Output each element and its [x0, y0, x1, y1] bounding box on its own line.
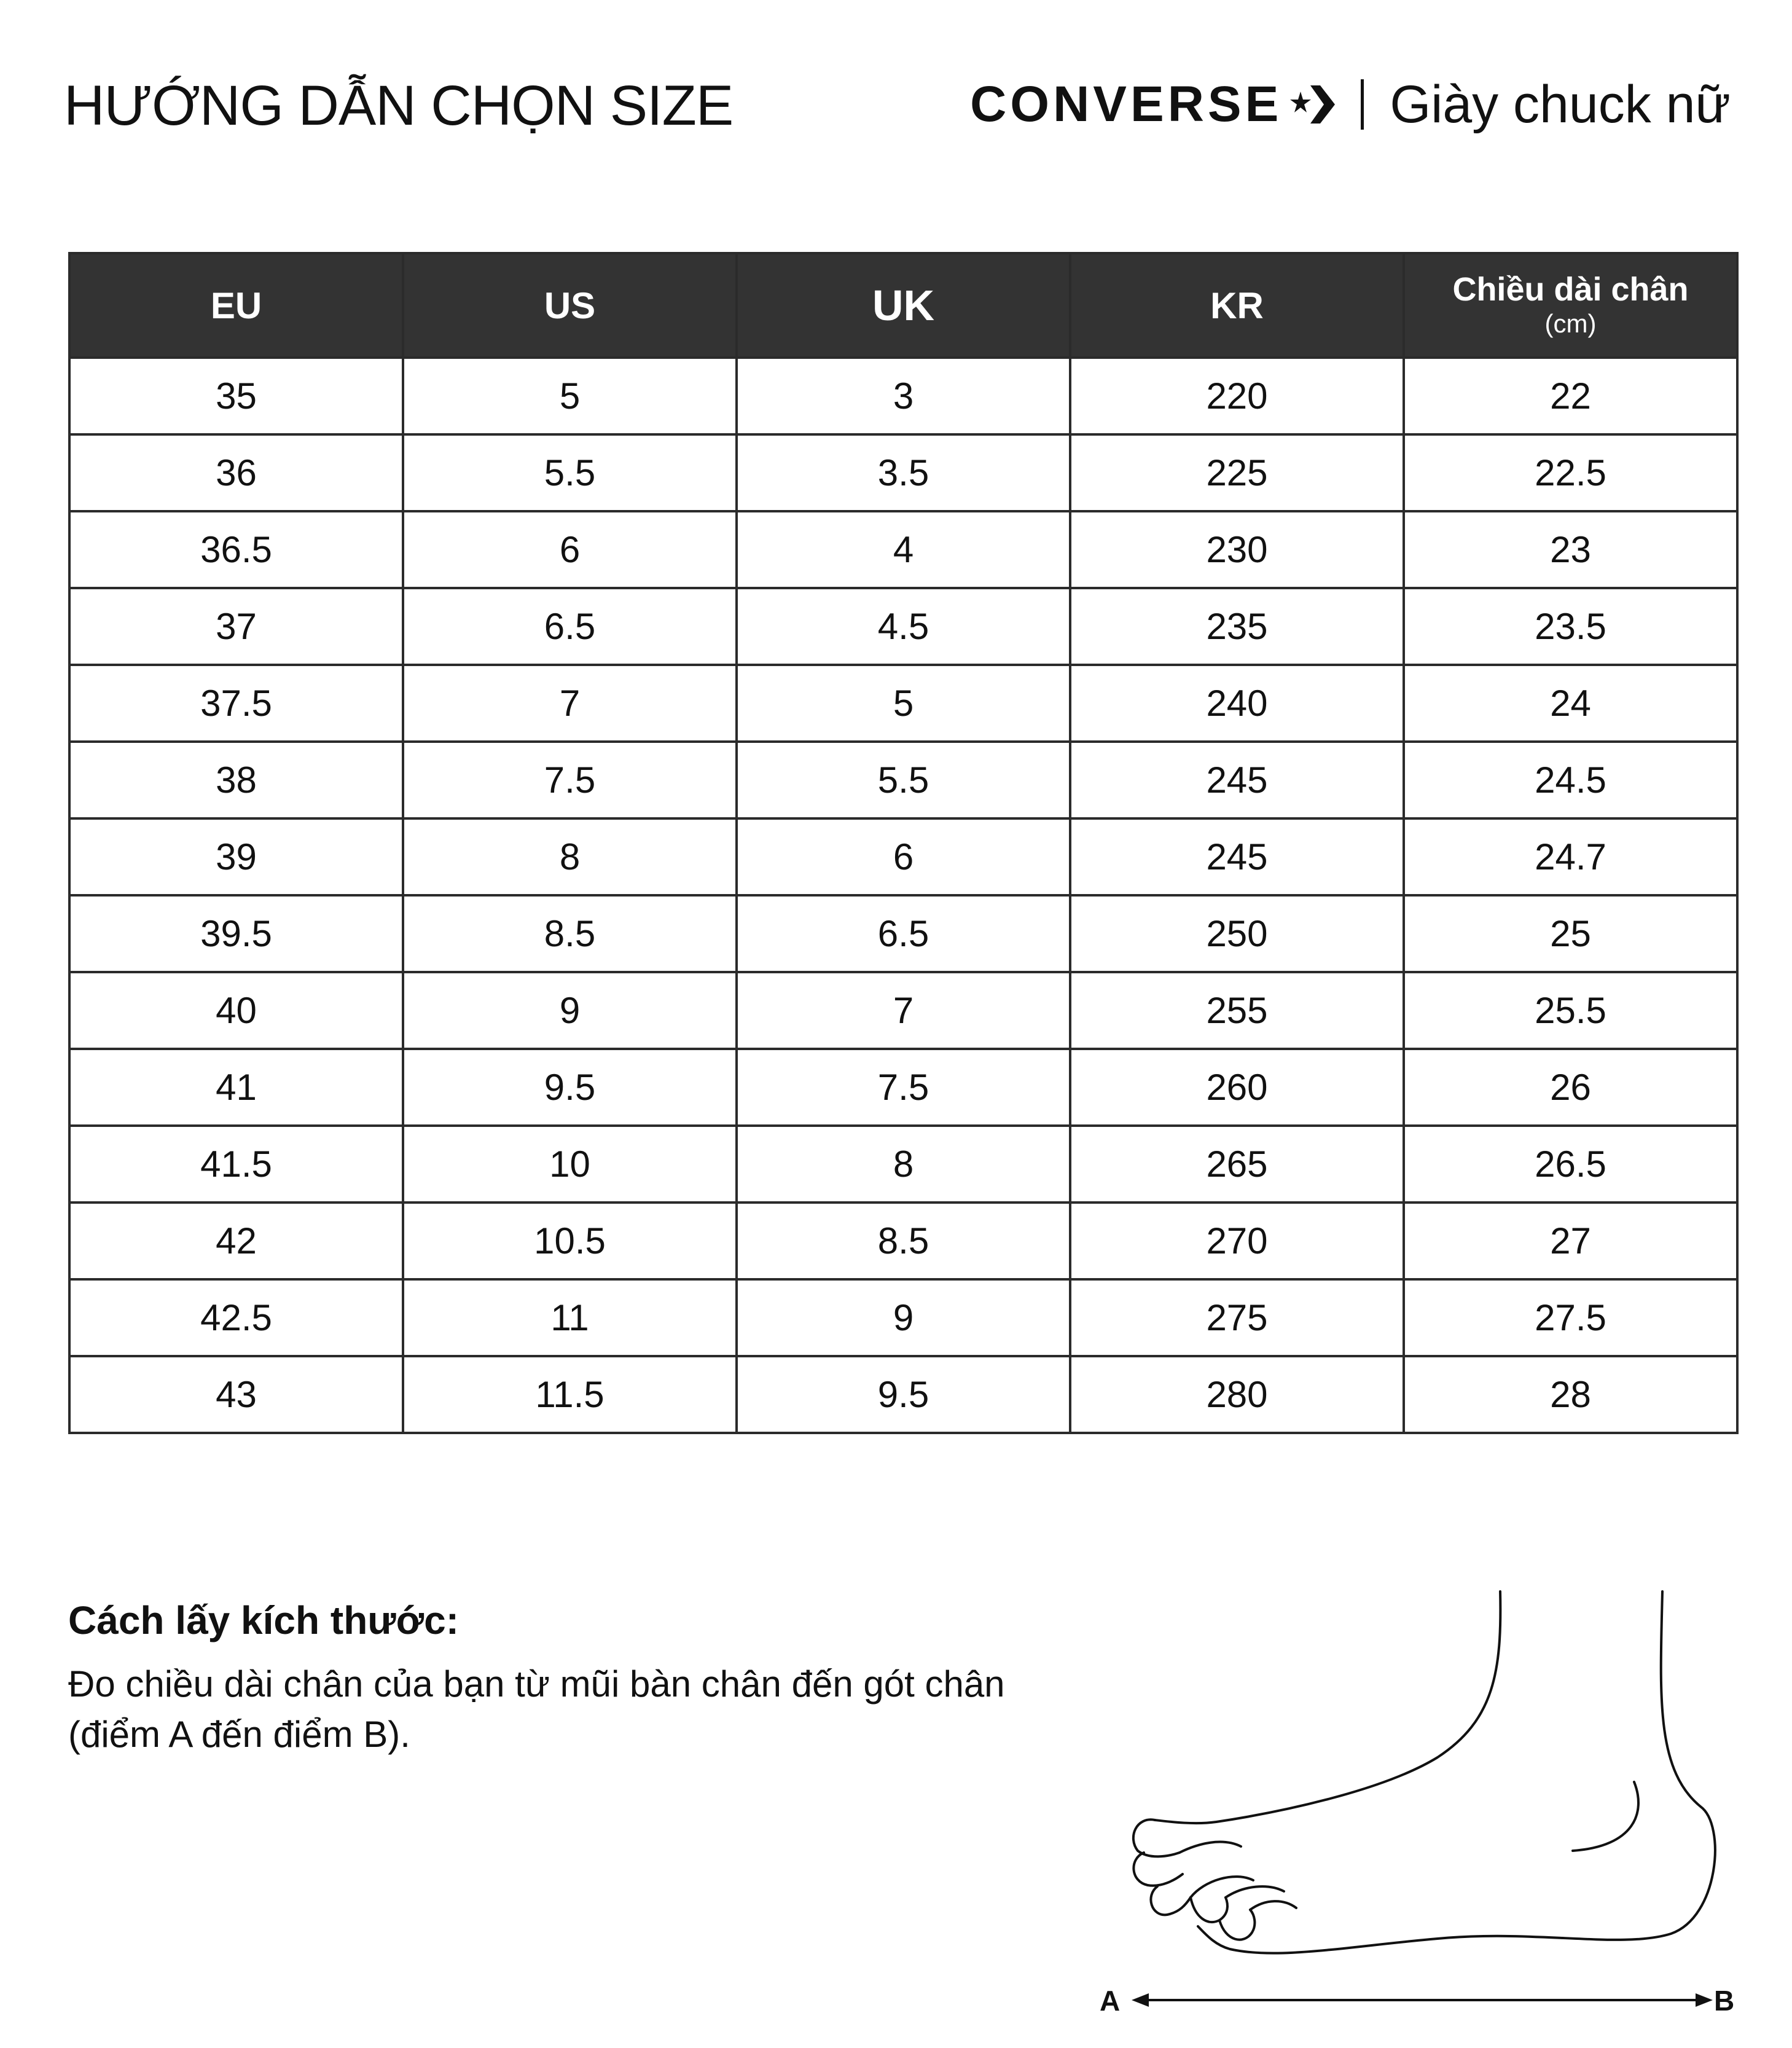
- cell-uk: 8.5: [737, 1203, 1070, 1279]
- table-row: [69, 665, 1737, 742]
- cell-kr: 245: [1070, 742, 1404, 818]
- col-header-length-main: Chiều dài chân: [1452, 271, 1689, 308]
- cell-us: 6.5: [403, 588, 737, 665]
- cell-eu: 35: [69, 358, 403, 434]
- cell-length: 22: [1404, 358, 1737, 434]
- cell-eu: 41.5: [69, 1126, 403, 1203]
- cell-length: 24.7: [1404, 818, 1737, 895]
- point-b-label: B: [1714, 1985, 1735, 2017]
- cell-kr: 220: [1070, 358, 1404, 434]
- cell-us: 9.5: [403, 1049, 737, 1126]
- table-row: [69, 742, 1737, 818]
- table-row: [69, 1356, 1737, 1433]
- cell-eu: 37: [69, 588, 403, 665]
- cell-kr: 245: [1070, 818, 1404, 895]
- table-header-row: [69, 253, 1737, 358]
- cell-uk: 7.5: [737, 1049, 1070, 1126]
- cell-length: 23: [1404, 511, 1737, 588]
- cell-uk: 3: [737, 358, 1070, 434]
- cell-eu: 42: [69, 1203, 403, 1279]
- cell-eu: 39: [69, 818, 403, 895]
- cell-kr: 280: [1070, 1356, 1404, 1433]
- cell-uk: 6.5: [737, 895, 1070, 972]
- cell-uk: 4: [737, 511, 1070, 588]
- arrow-right-icon: [1696, 1993, 1713, 2007]
- cell-eu: 43: [69, 1356, 403, 1433]
- col-header-us: US: [403, 253, 737, 358]
- cell-us: 5: [403, 358, 737, 434]
- page-title: HƯỚNG DẪN CHỌN SIZE: [64, 74, 734, 137]
- cell-uk: 6: [737, 818, 1070, 895]
- cell-uk: 7: [737, 972, 1070, 1049]
- howto-text: [68, 1659, 1113, 1760]
- cell-kr: 265: [1070, 1126, 1404, 1203]
- cell-us: 11.5: [403, 1356, 737, 1433]
- cell-length: 27.5: [1404, 1279, 1737, 1356]
- howto-line-2: (điểm A đến điểm B).: [68, 1714, 410, 1755]
- howto-line-1: Đo chiều dài chân của bạn từ mũi bàn chân đến gót chân: [68, 1663, 1005, 1705]
- cell-kr: 235: [1070, 588, 1404, 665]
- cell-kr: 260: [1070, 1049, 1404, 1126]
- table-row: [69, 1049, 1737, 1126]
- cell-length: 26.5: [1404, 1126, 1737, 1203]
- cell-us: 11: [403, 1279, 737, 1356]
- size-table: [68, 252, 1739, 1434]
- cell-eu: 39.5: [69, 895, 403, 972]
- cell-kr: 225: [1070, 434, 1404, 511]
- cell-uk: 5.5: [737, 742, 1070, 818]
- cell-kr: 270: [1070, 1203, 1404, 1279]
- col-header-uk: UK: [737, 253, 1070, 358]
- cell-length: 24.5: [1404, 742, 1737, 818]
- cell-eu: 36: [69, 434, 403, 511]
- cell-eu: 38: [69, 742, 403, 818]
- cell-kr: 250: [1070, 895, 1404, 972]
- table-row: [69, 818, 1737, 895]
- cell-eu: 37.5: [69, 665, 403, 742]
- cell-us: 10: [403, 1126, 737, 1203]
- brand-header: [970, 71, 1731, 138]
- table-row: [69, 1279, 1737, 1356]
- cell-length: 25: [1404, 895, 1737, 972]
- cell-length: 26: [1404, 1049, 1737, 1126]
- cell-us: 7: [403, 665, 737, 742]
- brand-wordmark: CONVERSE: [970, 76, 1283, 132]
- cell-us: 9: [403, 972, 737, 1049]
- howto-title: Cách lấy kích thước:: [68, 1598, 460, 1642]
- cell-length: 24: [1404, 665, 1737, 742]
- table-row: [69, 358, 1737, 434]
- cell-eu: 40: [69, 972, 403, 1049]
- cell-us: 8.5: [403, 895, 737, 972]
- table-row: [69, 588, 1737, 665]
- cell-uk: 8: [737, 1126, 1070, 1203]
- cell-uk: 9.5: [737, 1356, 1070, 1433]
- arrow-left-icon: [1132, 1993, 1149, 2007]
- cell-us: 10.5: [403, 1203, 737, 1279]
- cell-eu: 42.5: [69, 1279, 403, 1356]
- foot-outline-icon: [1094, 1573, 1757, 2040]
- cell-length: 25.5: [1404, 972, 1737, 1049]
- cell-eu: 41: [69, 1049, 403, 1126]
- converse-logo: [970, 76, 1336, 133]
- table-row: [69, 511, 1737, 588]
- cell-us: 8: [403, 818, 737, 895]
- cell-length: 28: [1404, 1356, 1737, 1433]
- cell-kr: 275: [1070, 1279, 1404, 1356]
- table-row: [69, 434, 1737, 511]
- brand-subtitle: Giày chuck nữ: [1390, 74, 1731, 134]
- cell-kr: 255: [1070, 972, 1404, 1049]
- brand-divider: [1361, 79, 1364, 130]
- cell-kr: 240: [1070, 665, 1404, 742]
- col-header-eu: EU: [69, 253, 403, 358]
- cell-kr: 230: [1070, 511, 1404, 588]
- cell-eu: 36.5: [69, 511, 403, 588]
- table-row: [69, 1203, 1737, 1279]
- cell-uk: 5: [737, 665, 1070, 742]
- table-row: [69, 972, 1737, 1049]
- cell-uk: 9: [737, 1279, 1070, 1356]
- point-a-label: A: [1100, 1985, 1121, 2017]
- converse-star-chevron-icon: [1288, 83, 1336, 126]
- cell-length: 22.5: [1404, 434, 1737, 511]
- col-header-foot-length: [1404, 253, 1737, 358]
- table-row: [69, 1126, 1737, 1203]
- size-table-body: [69, 358, 1737, 1433]
- cell-length: 27: [1404, 1203, 1737, 1279]
- cell-us: 5.5: [403, 434, 737, 511]
- col-header-length-unit: (cm): [1544, 309, 1597, 338]
- table-row: [69, 895, 1737, 972]
- cell-uk: 4.5: [737, 588, 1070, 665]
- cell-us: 7.5: [403, 742, 737, 818]
- cell-uk: 3.5: [737, 434, 1070, 511]
- cell-length: 23.5: [1404, 588, 1737, 665]
- cell-us: 6: [403, 511, 737, 588]
- col-header-kr: KR: [1070, 253, 1404, 358]
